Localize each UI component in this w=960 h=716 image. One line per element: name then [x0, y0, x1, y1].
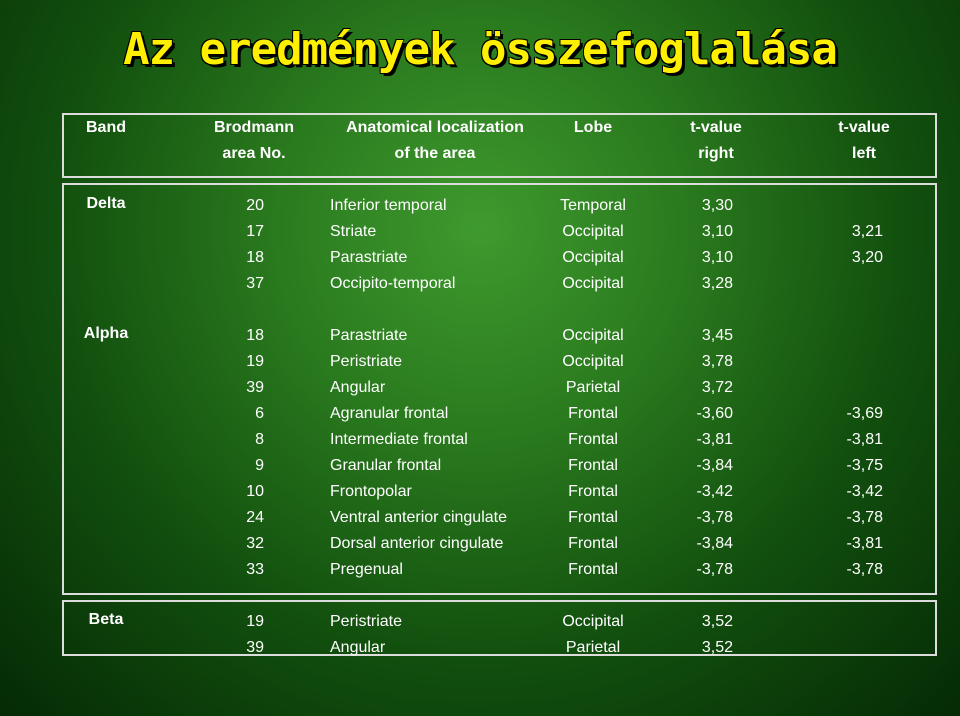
lobe-cell: Frontal [568, 405, 618, 422]
t-right-cell: 3,78 [701, 353, 733, 370]
t-right-cell: -3,78 [696, 509, 733, 526]
lobe-cell: Frontal [568, 535, 618, 552]
lobe-cell: Occipital [562, 275, 624, 292]
localization-cell: Granular frontal [330, 457, 442, 474]
lobe-cell: Occipital [562, 223, 624, 240]
localization-cell: Angular [330, 379, 386, 396]
band-label: Beta [88, 611, 124, 628]
band-label: Delta [86, 195, 126, 212]
header-tvalue-right: t-value [690, 119, 742, 136]
header-tvalue-left-2: left [852, 145, 876, 162]
header-localization-2: of the area [394, 145, 476, 162]
area-cell: 24 [246, 509, 264, 526]
area-cell: 33 [246, 561, 264, 578]
area-cell: 17 [246, 223, 264, 240]
header-band: Band [86, 119, 126, 136]
beta-box [62, 600, 937, 656]
area-cell: 18 [246, 327, 264, 344]
t-left-cell: 3,20 [851, 249, 883, 266]
t-left-cell: -3,81 [846, 431, 883, 448]
t-right-cell: -3,84 [696, 457, 733, 474]
t-right-cell: -3,78 [696, 561, 733, 578]
area-cell: 8 [255, 431, 264, 448]
localization-cell: Agranular frontal [330, 405, 449, 422]
t-right-cell: 3,10 [701, 249, 733, 266]
area-cell: 9 [255, 457, 264, 474]
t-right-cell: 3,10 [701, 223, 733, 240]
header-lobe: Lobe [573, 119, 613, 136]
t-left-cell: -3,75 [846, 457, 883, 474]
area-cell: 32 [246, 535, 264, 552]
localization-cell: Parastriate [330, 327, 408, 344]
t-right-cell: -3,81 [696, 431, 733, 448]
t-right-cell: 3,52 [701, 613, 733, 630]
header-brodmann: Brodmann [214, 119, 294, 136]
lobe-cell: Parietal [565, 639, 621, 656]
area-cell: 6 [255, 405, 264, 422]
lobe-cell: Occipital [562, 613, 624, 630]
lobe-cell: Occipital [562, 327, 624, 344]
area-cell: 19 [246, 353, 264, 370]
localization-cell: Parastriate [330, 249, 408, 266]
localization-cell: Intermediate frontal [330, 431, 468, 448]
t-right-cell: 3,45 [701, 327, 733, 344]
area-cell: 20 [246, 197, 264, 214]
t-right-cell: -3,42 [696, 483, 733, 500]
localization-cell: Peristriate [330, 353, 403, 370]
localization-cell: Inferior temporal [330, 197, 447, 214]
localization-cell: Striate [330, 223, 377, 240]
t-left-cell: -3,78 [846, 509, 883, 526]
area-cell: 39 [246, 379, 264, 396]
area-cell: 10 [246, 483, 264, 500]
header-brodmann-2: area No. [222, 145, 286, 162]
slide-title: Az eredmények összefoglalása [123, 24, 837, 75]
header-localization: Anatomical localization [346, 119, 524, 136]
localization-cell: Pregenual [330, 561, 403, 578]
lobe-cell: Occipital [562, 353, 624, 370]
t-right-cell: 3,28 [701, 275, 733, 292]
lobe-cell: Frontal [568, 483, 618, 500]
t-left-cell: -3,42 [846, 483, 883, 500]
localization-cell: Ventral anterior cingulate [330, 509, 507, 526]
lobe-cell: Temporal [560, 197, 626, 214]
band-label: Alpha [83, 325, 129, 342]
t-right-cell: 3,30 [701, 197, 733, 214]
header-tvalue-right-2: right [698, 145, 734, 162]
t-left-cell: -3,78 [846, 561, 883, 578]
localization-cell: Occipito-temporal [330, 275, 456, 292]
localization-cell: Frontopolar [330, 483, 412, 500]
area-cell: 37 [246, 275, 264, 292]
lobe-cell: Occipital [562, 249, 624, 266]
area-cell: 39 [246, 639, 264, 656]
t-left-cell: -3,81 [846, 535, 883, 552]
area-cell: 19 [246, 613, 264, 630]
localization-cell: Angular [330, 639, 386, 656]
t-right-cell: 3,52 [701, 639, 733, 656]
localization-cell: Dorsal anterior cingulate [330, 535, 504, 552]
t-right-cell: 3,72 [701, 379, 733, 396]
header-tvalue-left: t-value [838, 119, 890, 136]
lobe-cell: Frontal [568, 431, 618, 448]
lobe-cell: Parietal [565, 379, 621, 396]
t-right-cell: -3,60 [696, 405, 733, 422]
area-cell: 18 [246, 249, 264, 266]
lobe-cell: Frontal [568, 561, 618, 578]
t-left-cell: 3,21 [851, 223, 883, 240]
localization-cell: Peristriate [330, 613, 403, 630]
lobe-cell: Frontal [568, 509, 618, 526]
lobe-cell: Frontal [568, 457, 618, 474]
t-left-cell: -3,69 [846, 405, 883, 422]
t-right-cell: -3,84 [696, 535, 733, 552]
